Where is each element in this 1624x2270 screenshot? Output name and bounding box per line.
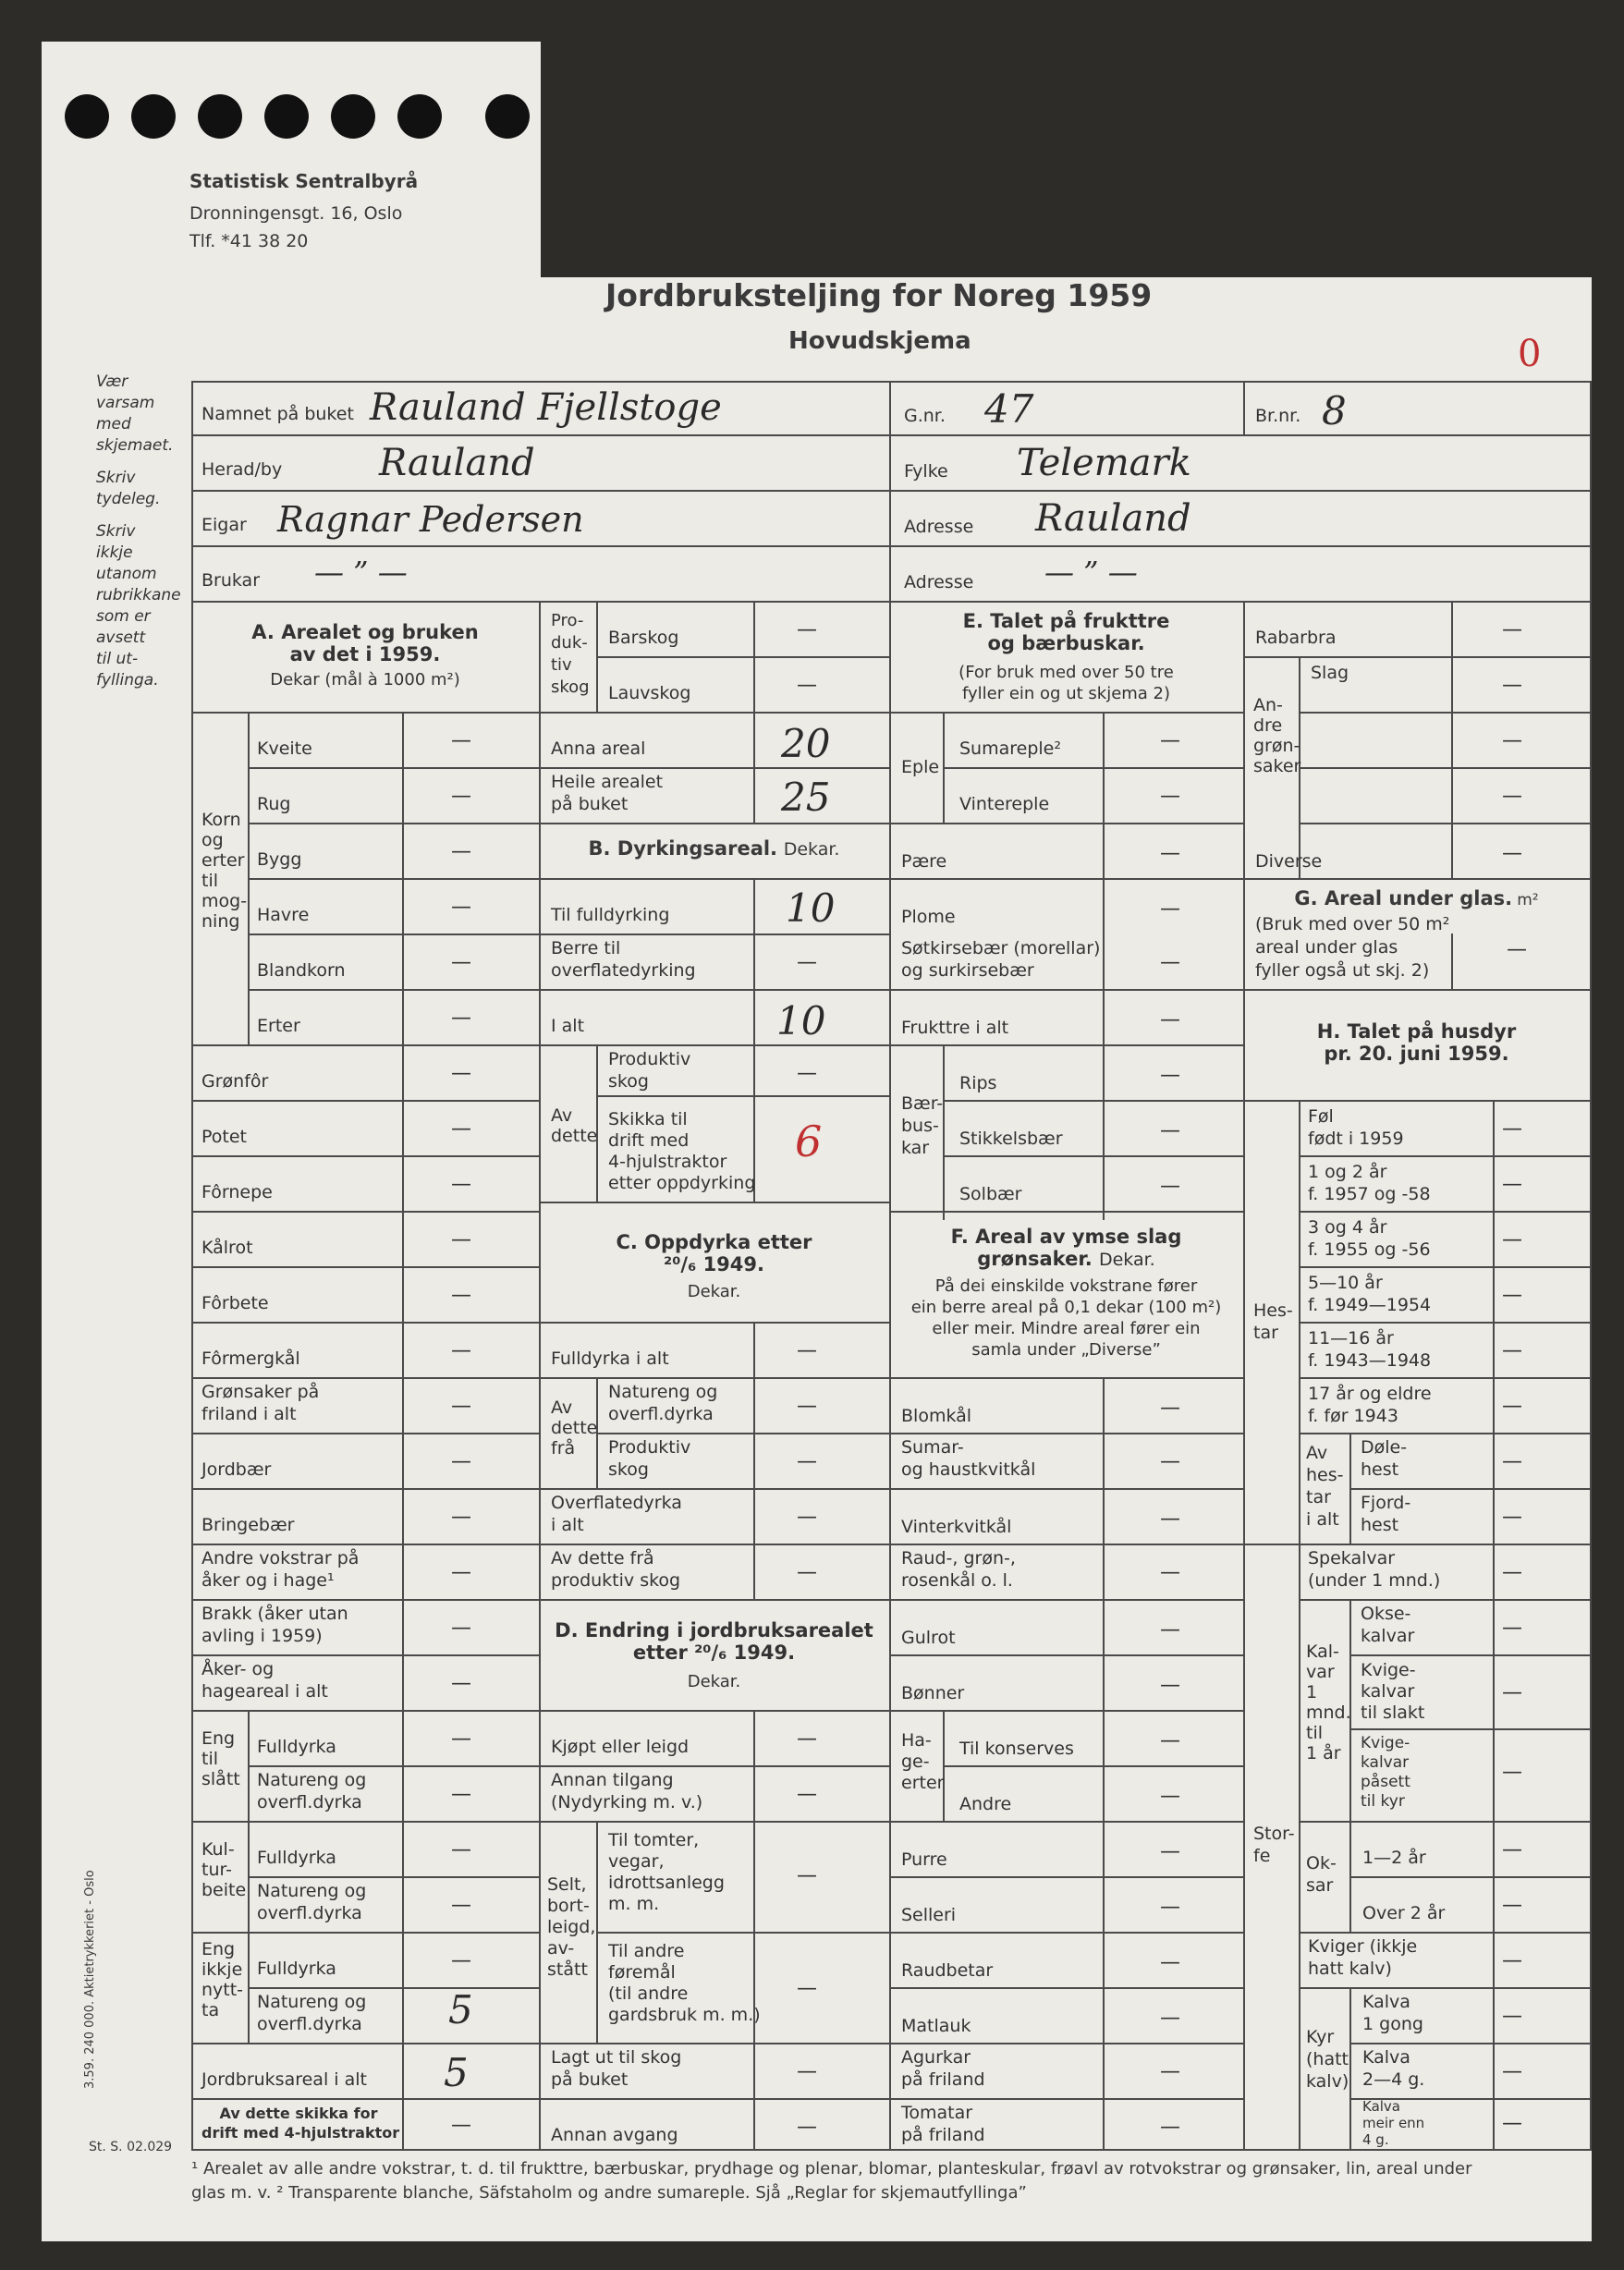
sender-phone: Tlf. *41 38 20 <box>189 231 309 251</box>
konserves-value[interactable]: — <box>1160 1729 1180 1752</box>
herad-value[interactable]: Rauland <box>379 442 535 484</box>
slag-value[interactable]: — <box>1502 785 1522 808</box>
hest-row: 17 år og eldre f. før 1943 <box>1308 1384 1432 1426</box>
brakk-value[interactable]: — <box>451 1617 471 1640</box>
blandkorn-value[interactable]: — <box>451 951 471 974</box>
til-tomter-label: Til tomter, vegar, idrottsanlegg m. m. <box>608 1830 725 1914</box>
rug-value[interactable]: — <box>451 785 471 808</box>
adresse-label: Adresse <box>904 517 974 537</box>
sumar-haust-value[interactable]: — <box>1160 1450 1180 1473</box>
avdette-fra-skog-value[interactable]: — <box>797 1561 817 1584</box>
selleri-label: Selleri <box>901 1905 957 1925</box>
fylke-label: Fylke <box>904 461 948 482</box>
oksar-over2-label: Over 2 år <box>1362 1903 1446 1923</box>
kyr-group: Kyr (hatt kalv) <box>1306 2027 1349 2092</box>
sectionC-title: C. Oppdyrka etter ²⁰/₆ 1949. <box>616 1231 812 1275</box>
kvigekalvar-slakt-value[interactable]: — <box>1502 1681 1522 1704</box>
punch-hole <box>485 94 530 139</box>
plome-label: Plome <box>901 907 956 927</box>
adresse-value[interactable]: Rauland <box>1035 497 1191 540</box>
fornepe-value[interactable]: — <box>451 1173 471 1196</box>
lagt-ut-label: Lagt ut til skog på buket <box>551 2047 682 2090</box>
hage-andre-label: Andre <box>959 1794 1012 1814</box>
brukar-value[interactable]: — ” — <box>314 555 408 590</box>
kvigekalvar-kyr-label: Kvige- kalvar påsett til kyr <box>1361 1734 1410 1811</box>
sumar-haust-label: Sumar- og haustkvitkål <box>901 1437 1036 1480</box>
selt-group: Selt, bort- leigd, av- stått <box>547 1874 596 1980</box>
sumareple-label: Sumareple² <box>959 738 1061 759</box>
selleri-value[interactable]: — <box>1160 1896 1180 1919</box>
skikka-til-drift-value[interactable]: 6 <box>795 1117 823 1166</box>
kalva-2-4-label: Kalva 2—4 g. <box>1362 2047 1425 2090</box>
aker-hage-value[interactable]: — <box>451 1672 471 1695</box>
kjopt-leigd-label: Kjøpt eller leigd <box>551 1737 690 1757</box>
blomkal-value[interactable]: — <box>1160 1397 1180 1420</box>
eigar-value[interactable]: Ragnar Pedersen <box>277 499 584 540</box>
annan-tilgang-label: Annan tilgang (Nydyrking m. v.) <box>551 1770 703 1812</box>
sectionF-title: F. Areal av ymse slag grønsaker. Dekar. <box>950 1226 1182 1270</box>
fulldyrking-label: Til fulldyrking <box>551 905 670 925</box>
kalvar-group: Kal- var 1 mnd. til 1 år <box>1306 1641 1351 1764</box>
adresse2-value[interactable]: — ” — <box>1044 555 1138 590</box>
konserves-label: Til konserves <box>959 1739 1074 1759</box>
korn-group-label: Korn og erter til mog- ning <box>201 810 248 932</box>
diverse-value[interactable]: — <box>1502 842 1522 865</box>
rips-value[interactable]: — <box>1160 1064 1180 1087</box>
kveite-value[interactable]: — <box>451 729 471 752</box>
form-number: St. S. 02.029 <box>89 2140 173 2154</box>
sectionC-unit: Dekar. <box>687 1282 741 1301</box>
annan-tilgang-value[interactable]: — <box>797 1783 817 1806</box>
sotkirsebaer-label: Søtkirsebær (morellar) og surkirsebær <box>901 938 1101 981</box>
jordbaer-value[interactable]: — <box>451 1450 471 1473</box>
diverse-label: Diverse <box>1255 851 1323 872</box>
eng-tilslatt-fulldyrka: Fulldyrka <box>257 1737 336 1757</box>
avdette-group: Av dette <box>551 1105 598 1146</box>
kvigekalvar-kyr-value[interactable]: — <box>1502 1761 1522 1784</box>
c-produktiv-label: Produktiv skog <box>608 1437 691 1480</box>
sectionB-title: B. Dyrkingsareal. Dekar. <box>588 837 840 860</box>
stikkelsbaer-value[interactable]: — <box>1160 1119 1180 1142</box>
hest-row-value[interactable]: — <box>1502 1284 1522 1307</box>
kulturbeite-natureng: Natureng og overfl.dyrka <box>257 1881 367 1923</box>
kalva-1gong-value[interactable]: — <box>1502 2005 1522 2028</box>
slag-value[interactable]: — <box>1502 729 1522 752</box>
punch-hole <box>264 94 309 139</box>
blomkal-label: Blomkål <box>901 1406 972 1426</box>
agurkar-value[interactable]: — <box>1160 2060 1180 2083</box>
c-produktiv-value[interactable]: — <box>797 1450 817 1473</box>
vinterkvitkal-label: Vinterkvitkål <box>901 1517 1012 1537</box>
side-notes: Vær varsam med skjemaet. Skriv tydeleg. Skriv ikkje utanom rubrikkane som er avsett til ut- fyllinga. <box>96 372 181 690</box>
stikkelsbaer-label: Stikkelsbær <box>959 1129 1063 1149</box>
kalrot-value[interactable]: — <box>451 1228 471 1251</box>
oksar-1-2-value[interactable]: — <box>1502 1838 1522 1861</box>
vintereple-label: Vintereple <box>959 794 1050 814</box>
purre-value[interactable]: — <box>1160 1840 1180 1863</box>
gulrot-label: Gulrot <box>901 1628 956 1648</box>
eng-tilslatt-group: Eng til slått <box>201 1728 240 1789</box>
sender-name: Statistisk Sentralbyrå <box>189 170 419 192</box>
raudbetar-value[interactable]: — <box>1160 1951 1180 1974</box>
kvigekalvar-slakt-label: Kvige- kalvar til slakt <box>1361 1660 1425 1723</box>
sectionD-title: D. Endring i jordbruksarealet etter ²⁰/₆ 1949. <box>555 1619 873 1664</box>
eigar-label: Eigar <box>201 515 247 535</box>
erter-label: Erter <box>257 1016 300 1036</box>
skikka-til-drift-label: Skikka til drift med 4-hjulstraktor etter oppdyrking <box>608 1109 756 1193</box>
corner-mark: 0 <box>1518 333 1542 375</box>
bonner-value[interactable]: — <box>1160 1674 1180 1697</box>
oksekalvar-label: Okse- kalvar <box>1361 1604 1415 1646</box>
form-subtitle: Hovudskjema <box>788 327 971 355</box>
rabarbra-value[interactable]: — <box>1502 618 1522 641</box>
adresse2-label: Adresse <box>904 572 974 592</box>
til-tomter-value[interactable]: — <box>797 1864 817 1887</box>
kalva-meir-label: Kalva meir enn 4 g. <box>1362 2098 1425 2148</box>
gronsaker-friland-value[interactable]: — <box>451 1395 471 1418</box>
vintereple-value[interactable]: — <box>1160 785 1180 808</box>
punch-hole <box>198 94 242 139</box>
eng-ikkje-fulldyrka-value[interactable]: — <box>451 1949 471 1972</box>
solbaer-value[interactable]: — <box>1160 1175 1180 1198</box>
lauvskog-label: Lauvskog <box>608 683 691 703</box>
oksar-group: Ok- sar <box>1306 1853 1337 1896</box>
rabarbra-label: Rabarbra <box>1255 628 1337 648</box>
overflatedyrka-value[interactable]: — <box>797 1506 817 1529</box>
hest-row-value[interactable]: — <box>1502 1228 1522 1251</box>
brnr-label: Br.nr. <box>1255 406 1301 426</box>
eng-ikkje-natureng-value[interactable]: 5 <box>448 1987 473 2032</box>
gnr-label: G.nr. <box>904 406 946 426</box>
namnet-label: Namnet på buket <box>201 404 354 424</box>
lauvskog-value[interactable]: — <box>797 674 817 697</box>
sectionA-title: A. Arealet og bruken av det i 1959. <box>251 621 479 665</box>
c-natureng-label: Natureng og overfl.dyrka <box>608 1382 718 1424</box>
annan-avgang-label: Annan avgang <box>551 2125 678 2145</box>
formergkal-value[interactable]: — <box>451 1339 471 1362</box>
kveite-label: Kveite <box>257 738 312 759</box>
hest-row-value[interactable]: — <box>1502 1117 1522 1141</box>
vinterkvitkal-value[interactable]: — <box>1160 1507 1180 1531</box>
spekalvar-label: Spekalvar (under 1 mnd.) <box>1308 1548 1441 1591</box>
brnr-value[interactable]: 8 <box>1322 388 1347 433</box>
hest-row-value[interactable]: — <box>1502 1395 1522 1418</box>
agurkar-label: Agurkar på friland <box>901 2047 985 2090</box>
andre-vokstrar-value[interactable]: — <box>451 1561 471 1584</box>
avdettefra-group: Av dette frå <box>551 1397 598 1458</box>
eng-tilslatt-natureng-value[interactable]: — <box>451 1783 471 1806</box>
erter-value[interactable]: — <box>451 1007 471 1030</box>
form-title: Jordbruksteljing for Noreg 1959 <box>605 277 1153 313</box>
tomatar-value[interactable]: — <box>1160 2116 1180 2139</box>
kalva-1gong-label: Kalva 1 gong <box>1362 1992 1423 2034</box>
fornepe-label: Fôrnepe <box>201 1182 273 1202</box>
hest-row-value[interactable]: — <box>1502 1173 1522 1196</box>
raud-gron-label: Raud-, grøn-, rosenkål o. l. <box>901 1548 1016 1591</box>
til-andre-value[interactable]: — <box>797 1977 817 2000</box>
forbete-value[interactable]: — <box>451 1284 471 1307</box>
sectionG-note: (Bruk med over 50 m² areal under glas fyller også ut skj. 2) <box>1255 914 1450 981</box>
barskog-label: Barskog <box>608 628 679 648</box>
barskog-value[interactable]: — <box>797 618 817 641</box>
fulldyrka-ialt-label: Fulldyrka i alt <box>551 1349 669 1369</box>
kviger-label: Kviger (ikkje hatt kalv) <box>1308 1936 1418 1979</box>
dolehest-value[interactable]: — <box>1502 1450 1522 1473</box>
andre-gronsaker-group: An- dre grøn- saker <box>1253 695 1301 776</box>
berre-overflate-value[interactable]: — <box>797 951 817 974</box>
hest-row: Føl født i 1959 <box>1308 1106 1404 1149</box>
jordbaer-label: Jordbær <box>201 1459 272 1480</box>
footnote-1: ¹ Arealet av alle andre vokstrar, t. d. til frukttre, bærbuskar, prydhage og plenar, blomar, planteskular, frøavl av rotvokstrar og grønsaker, lin, areal under <box>191 2159 1472 2178</box>
andre-vokstrar-label: Andre vokstrar på åker og i hage¹ <box>201 1548 360 1591</box>
hest-row: 11—16 år f. 1943—1948 <box>1308 1328 1432 1371</box>
overflatedyrka-label: Overflatedyrka i alt <box>551 1493 682 1535</box>
tomatar-label: Tomatar på friland <box>901 2103 985 2145</box>
slag-value[interactable]: — <box>1502 674 1522 697</box>
skikka-4hjul-label: Av dette skikka for drift med 4-hjulstraktor <box>201 2105 400 2142</box>
fulldyrka-ialt-value[interactable]: — <box>797 1339 817 1362</box>
solbaer-label: Solbær <box>959 1184 1022 1204</box>
jordbruksareal-label: Jordbruksareal i alt <box>201 2069 367 2090</box>
bonner-label: Bønner <box>901 1683 965 1703</box>
bringebaer-value[interactable]: — <box>451 1506 471 1529</box>
hest-row: 3 og 4 år f. 1955 og -56 <box>1308 1217 1431 1260</box>
hageerter-group: Ha- ge- erter <box>901 1730 945 1793</box>
anna-areal-label: Anna areal <box>551 738 646 759</box>
gronsaker-friland-label: Grønsaker på friland i alt <box>201 1382 320 1424</box>
bygg-label: Bygg <box>257 849 302 870</box>
rips-label: Rips <box>959 1073 997 1093</box>
kalrot-label: Kålrot <box>201 1238 253 1258</box>
plome-value[interactable]: — <box>1160 897 1180 921</box>
gronfor-label: Grønfôr <box>201 1071 269 1092</box>
sectionG-value[interactable]: — <box>1507 938 1527 961</box>
eng-tilslatt-fulldyrka-value[interactable]: — <box>451 1727 471 1751</box>
slag-label: Slag <box>1311 663 1349 683</box>
spekalvar-value[interactable]: — <box>1502 1561 1522 1584</box>
matlauk-label: Matlauk <box>901 2016 971 2036</box>
raudbetar-label: Raudbetar <box>901 1960 994 1981</box>
namnet-value[interactable]: Rauland Fjellstoge <box>370 386 722 429</box>
oksar-1-2-label: 1—2 år <box>1362 1848 1426 1868</box>
c-natureng-value[interactable]: — <box>797 1395 817 1418</box>
kviger-value[interactable]: — <box>1502 1949 1522 1972</box>
annan-avgang-value[interactable]: — <box>797 2116 817 2139</box>
bygg-value[interactable]: — <box>451 840 471 863</box>
frukttre-ialt-value[interactable]: — <box>1160 1008 1180 1031</box>
anna-areal-value[interactable]: 20 <box>781 721 831 766</box>
sectionG-title: G. Areal under glas. m² <box>1294 887 1539 909</box>
ialt-label: I alt <box>551 1016 585 1036</box>
skog-group: Pro- duk- tiv skog <box>551 611 590 697</box>
oksar-over2-value[interactable]: — <box>1502 1894 1522 1917</box>
havre-value[interactable]: — <box>451 896 471 919</box>
heile-arealet-label: Heile arealet på buket <box>551 772 664 814</box>
eple-label: Eple <box>901 757 940 777</box>
produktiv-skog-value[interactable]: — <box>797 1062 817 1085</box>
potet-label: Potet <box>201 1127 247 1147</box>
kjopt-leigd-value[interactable]: — <box>797 1727 817 1751</box>
eng-tilslatt-natureng: Natureng og overfl.dyrka <box>257 1770 367 1812</box>
eng-ikkje-fulldyrka: Fulldyrka <box>257 1959 336 1979</box>
sectionF-note: På dei einskilde vokstrane fører ein berre areal på 0,1 dekar (100 m²) eller meir. Mindre areal fører ein samla under „Diverse” <box>910 1276 1222 1360</box>
fjordhest-value[interactable]: — <box>1502 1506 1522 1529</box>
baerbuskar-group: Bær- bus- kar <box>901 1093 944 1158</box>
produktiv-skog-label: Produktiv skog <box>608 1049 691 1092</box>
ialt-value[interactable]: 10 <box>776 998 826 1043</box>
print-info: 3.59. 240 000. Aktietrykkeriet - Oslo <box>83 1870 97 2089</box>
havre-label: Havre <box>257 905 310 925</box>
berre-overflate-label: Berre til overflatedyrking <box>551 938 696 981</box>
kulturbeite-fulldyrka: Fulldyrka <box>257 1848 336 1868</box>
gronfor-value[interactable]: — <box>451 1062 471 1085</box>
lagt-ut-value[interactable]: — <box>797 2060 817 2083</box>
matlauk-value[interactable]: — <box>1160 2007 1180 2030</box>
kulturbeite-group: Kul- tur- beite <box>201 1839 247 1900</box>
punch-hole <box>397 94 442 139</box>
fylke-value[interactable]: Telemark <box>1017 442 1191 484</box>
punch-hole <box>331 94 375 139</box>
hage-andre-value[interactable]: — <box>1160 1785 1180 1808</box>
blandkorn-label: Blandkorn <box>257 960 346 981</box>
raud-gron-value[interactable]: — <box>1160 1561 1180 1584</box>
rug-label: Rug <box>257 794 291 814</box>
frukttre-ialt-label: Frukttre i alt <box>901 1018 1009 1038</box>
bringebaer-label: Bringebær <box>201 1515 295 1535</box>
skikka-4hjul-value[interactable]: — <box>451 2114 471 2137</box>
fulldyrking-value[interactable]: 10 <box>786 885 836 931</box>
formergkal-label: Fôrmergkål <box>201 1349 300 1369</box>
brakk-label: Brakk (åker utan avling i 1959) <box>201 1604 348 1646</box>
eng-ikkje-group: Eng ikkje nytt- ta <box>201 1939 244 2020</box>
til-andre-label: Til andre føremål (til andre gardsbruk m. m.) <box>608 1941 761 2025</box>
gnr-value[interactable]: 47 <box>984 386 1034 432</box>
punch-hole <box>131 94 176 139</box>
footnote-2: glas m. v. ² Transparente blanche, Säfstaholm og andre sumareple. Sjå „Reglar for skjemautfyllinga” <box>191 2183 1027 2203</box>
hest-row-value[interactable]: — <box>1502 1339 1522 1362</box>
hest-row: 1 og 2 år f. 1957 og -58 <box>1308 1162 1431 1204</box>
sotkirsebaer-value[interactable]: — <box>1160 951 1180 974</box>
jordbruksareal-value[interactable]: 5 <box>444 2050 469 2095</box>
paere-value[interactable]: — <box>1160 842 1180 865</box>
kalva-2-4-value[interactable]: — <box>1502 2060 1522 2083</box>
sectionD-unit: Dekar. <box>687 1672 741 1691</box>
hestar-group: Hes- tar <box>1253 1300 1293 1343</box>
oksekalvar-value[interactable]: — <box>1502 1617 1522 1640</box>
sumareple-value[interactable]: — <box>1160 729 1180 752</box>
sectionH-title: H. Talet på husdyr pr. 20. juni 1959. <box>1316 1020 1517 1065</box>
paere-label: Pære <box>901 851 947 872</box>
dolehest-label: Døle- hest <box>1361 1437 1408 1480</box>
hest-row: 5—10 år f. 1949—1954 <box>1308 1273 1432 1315</box>
sectionE-title: E. Talet på frukttre og bærbuskar. <box>962 610 1170 654</box>
gulrot-value[interactable]: — <box>1160 1618 1180 1641</box>
kalva-meir-value[interactable]: — <box>1502 2112 1522 2135</box>
sectionE-note: (For bruk med over 50 tre fyller ein og ut skjema 2) <box>959 663 1174 703</box>
punch-hole <box>65 94 109 139</box>
avhestar-group: Av hes- tar i alt <box>1306 1443 1344 1530</box>
heile-arealet-value[interactable]: 25 <box>781 775 831 820</box>
kulturbeite-fulldyrka-value[interactable]: — <box>451 1838 471 1861</box>
brukar-label: Brukar <box>201 570 261 591</box>
forbete-label: Fôrbete <box>201 1293 269 1313</box>
kulturbeite-natureng-value[interactable]: — <box>451 1894 471 1917</box>
avdette-fra-skog-label: Av dette frå produktiv skog <box>551 1548 681 1591</box>
fjordhest-label: Fjord- hest <box>1361 1493 1411 1535</box>
potet-value[interactable]: — <box>451 1117 471 1141</box>
eng-ikkje-natureng: Natureng og overfl.dyrka <box>257 1992 367 2034</box>
sectionA-unit: Dekar (mål à 1000 m²) <box>270 670 460 690</box>
aker-hage-label: Åker- og hageareal i alt <box>201 1659 328 1702</box>
sender-address: Dronningensgt. 16, Oslo <box>189 203 403 224</box>
herad-label: Herad/by <box>201 459 283 480</box>
purre-label: Purre <box>901 1849 947 1870</box>
storfe-group: Stor- fe <box>1253 1824 1295 1866</box>
